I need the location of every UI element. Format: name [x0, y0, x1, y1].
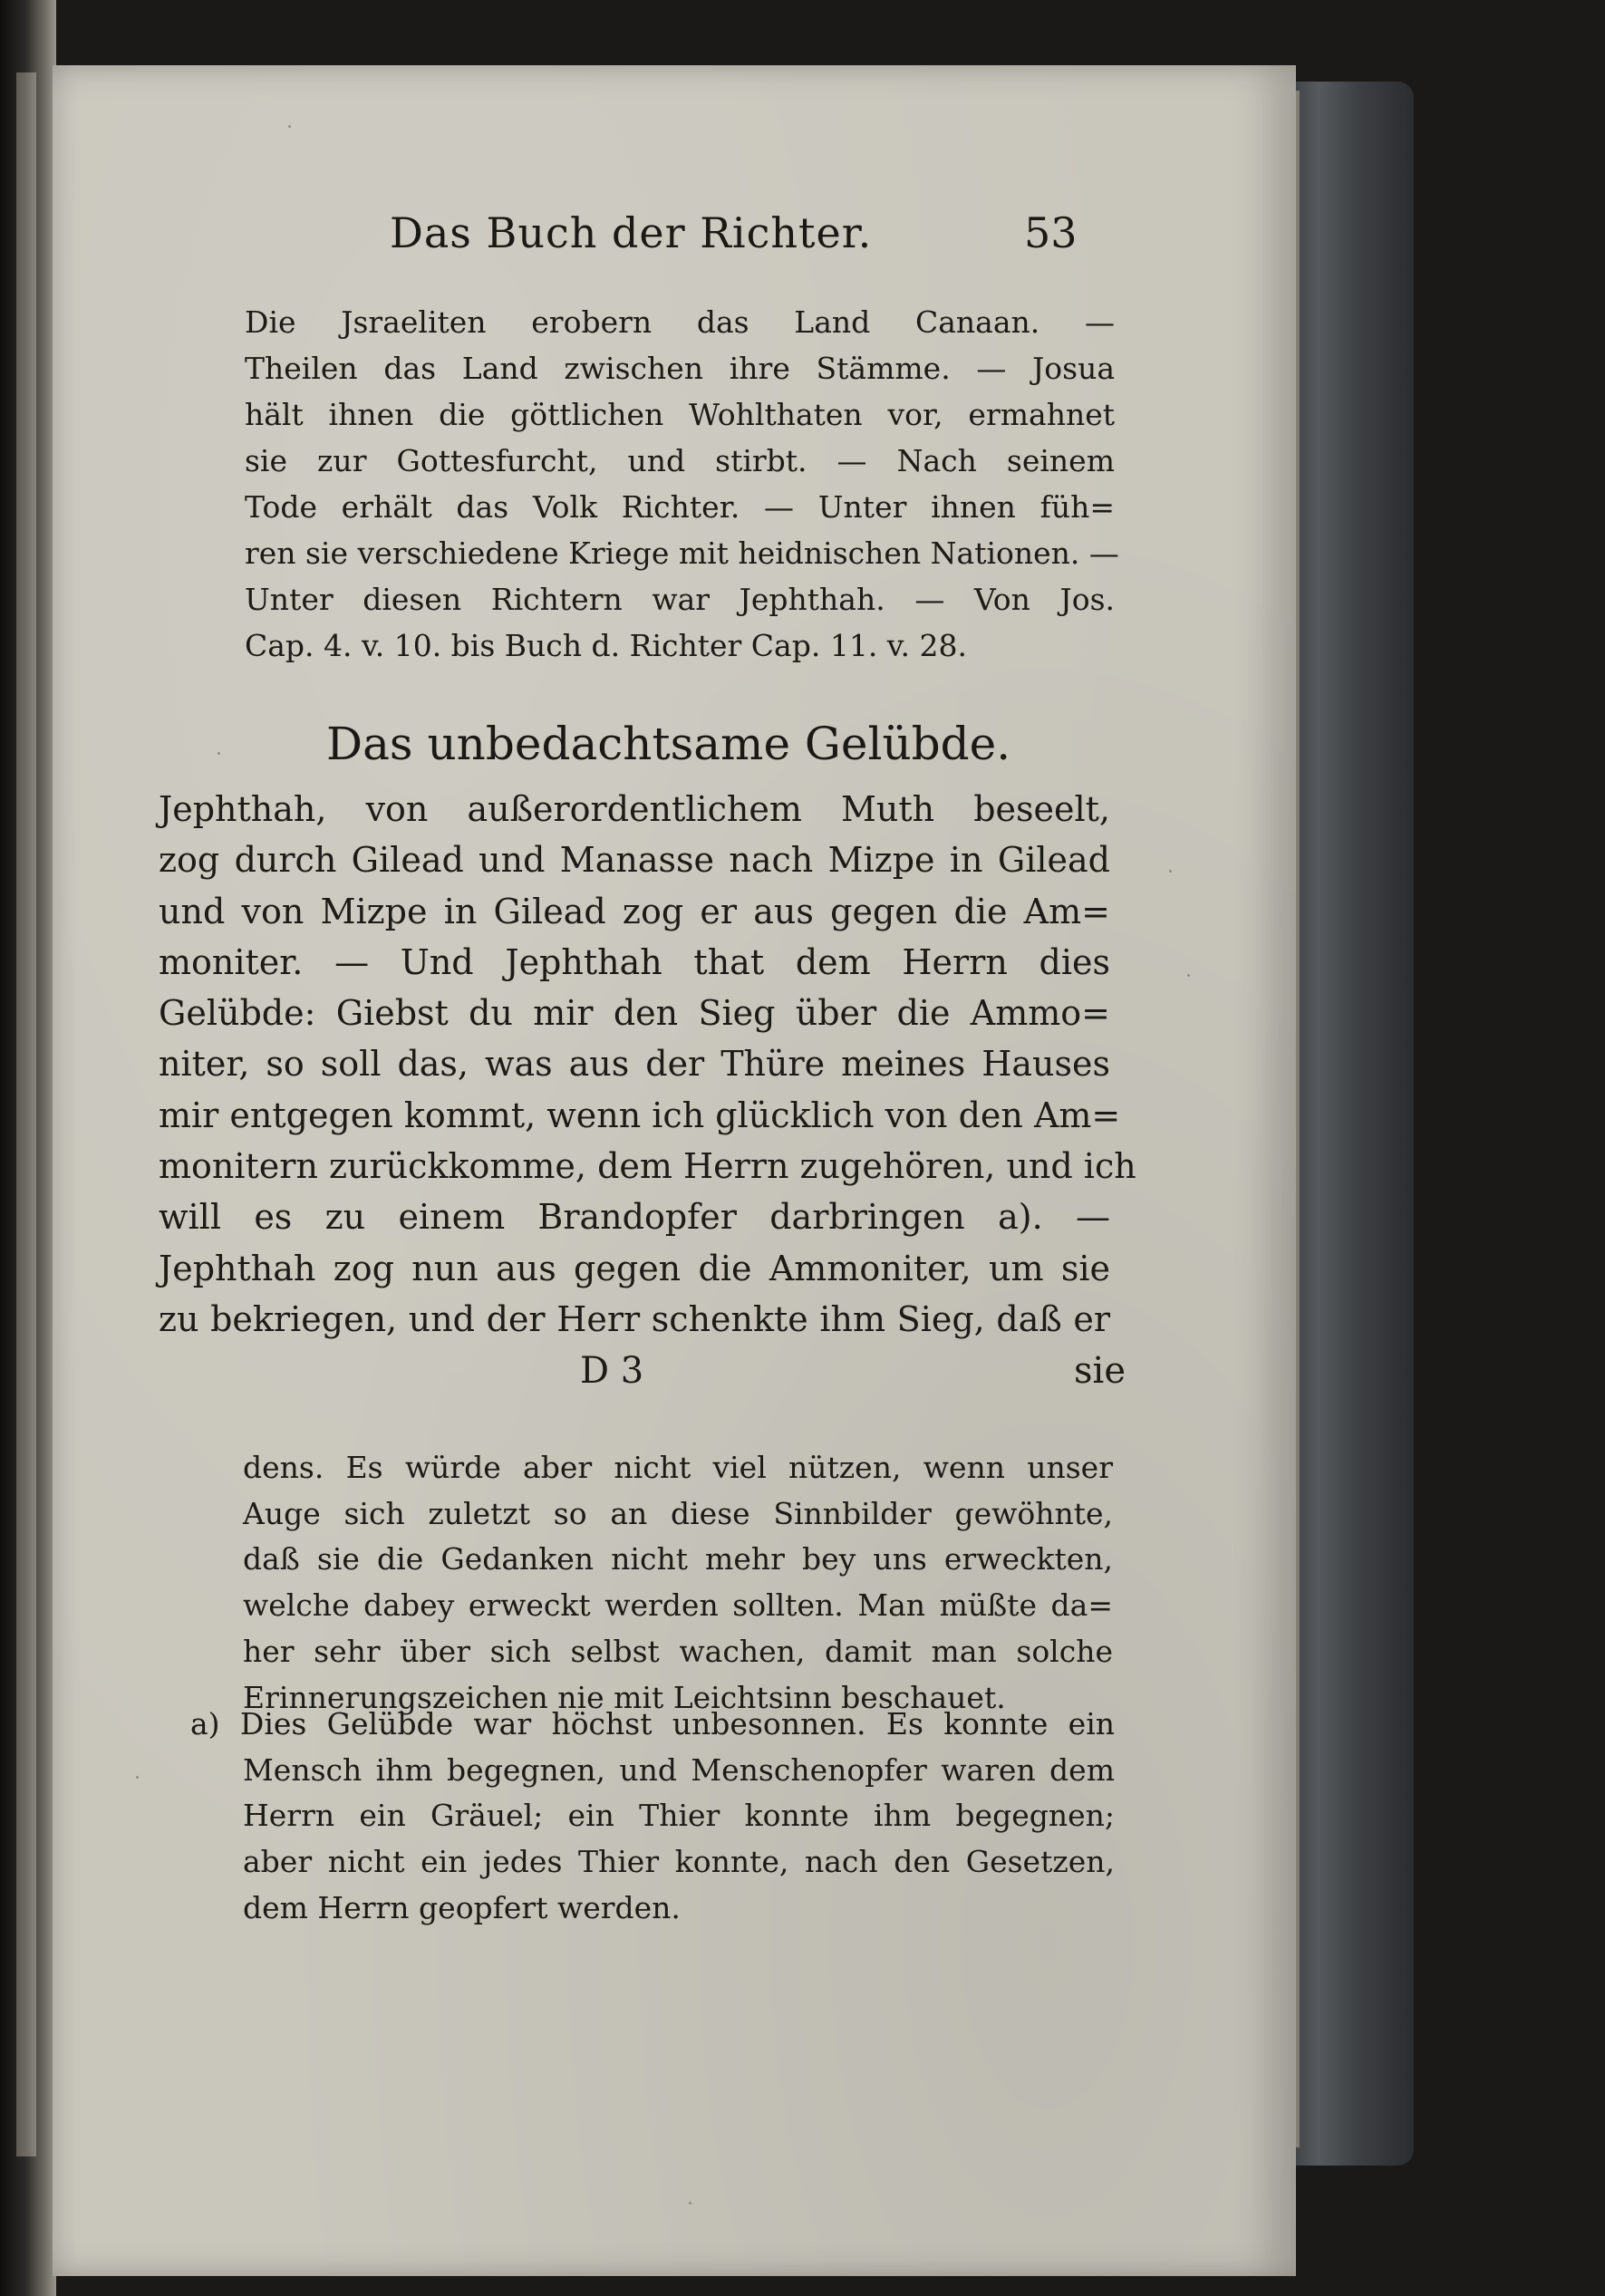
section-heading: Das unbedachtsame Gelübde.	[326, 718, 1011, 770]
continued-footnote-line: her sehr über sich selbst wachen, damit man solche	[243, 1633, 1113, 1669]
continued-footnote	[243, 1445, 1113, 1721]
summary-line: sie zur Gottesfurcht, und stirbt. — Nach seinem	[245, 443, 1115, 478]
paper-speck	[1187, 974, 1190, 977]
footnote-line: Herrn ein Gräuel; ein Thier konnte ihm begegnen;	[243, 1798, 1115, 1834]
main-text-line: will es zu einem Brandopfer darbringen a). —	[159, 1197, 1110, 1238]
running-head: Das Buch der Richter.	[390, 208, 873, 257]
signature-mark: D 3	[580, 1350, 644, 1392]
continued-footnote-line: dens. Es würde aber nicht viel nützen, wenn unser	[243, 1450, 1113, 1485]
paper-speck	[288, 125, 291, 128]
footnote-line: aber nicht ein jedes Thier konnte, nach den Gesetzen,	[243, 1844, 1115, 1880]
footnote-line: a) Dies Gelübde war höchst unbesonnen. Es konnte ein	[190, 1706, 1115, 1741]
page-number: 53	[1024, 208, 1078, 257]
chapter-summary	[245, 299, 1119, 669]
summary-line: Cap. 4. v. 10. bis Buch d. Richter Cap. 11. v. 28.	[245, 628, 967, 663]
main-text-line: niter, so soll das, was aus der Thüre meines Hauses	[159, 1044, 1110, 1085]
summary-line: hält ihnen die göttlichen Wohlthaten vor, ermahnet	[245, 397, 1115, 432]
footnote-line: Mensch ihm begegnen, und Menschenopfer waren dem	[243, 1751, 1115, 1788]
main-text-line: und von Mizpe in Gilead zog er aus gegen die Am=	[159, 891, 1110, 931]
summary-line: Theilen das Land zwischen ihre Stämme. — Josua	[245, 351, 1115, 386]
main-text-line: Gelübde: Giebst du mir den Sieg über die Ammo=	[159, 993, 1110, 1034]
footnote-a	[190, 1702, 1115, 1932]
main-text-line: zog durch Gilead und Manasse nach Mizpe in Gilead	[159, 840, 1110, 881]
main-text-line: Jephthah, von außerordentlichem Muth beseelt,	[159, 789, 1110, 829]
paper-speck	[136, 1776, 139, 1779]
main-text-line: Jephthah zog nun aus gegen die Ammoniter, um sie	[159, 1248, 1110, 1288]
continued-footnote-line: welche dabey erweckt werden sollten. Man müßte da=	[243, 1587, 1113, 1624]
summary-line: Tode erhält das Volk Richter. — Unter ihnen füh=	[245, 489, 1115, 525]
main-text-line: mir entgegen kommt, wenn ich glücklich von den Am=	[159, 1095, 1121, 1135]
footnote-line: dem Herrn geopfert werden.	[243, 1889, 681, 1925]
paper-speck	[689, 2202, 691, 2204]
main-text	[159, 784, 1136, 1345]
summary-line: ren sie verschiedene Kriege mit heidnischen Nationen. —	[245, 535, 1119, 571]
left-page-strip	[16, 72, 36, 2156]
continued-footnote-line: daß sie die Gedanken nicht mehr bey uns erweckten,	[243, 1541, 1113, 1577]
continued-footnote-line: Erinnerungszeichen nie mit Leichtsinn beschauet.	[243, 1679, 1006, 1715]
catchword: sie	[1074, 1350, 1126, 1392]
summary-line: Die Jsraeliten erobern das Land Canaan. —	[245, 304, 1115, 340]
main-text-line: zu bekriegen, und der Herr schenkte ihm Sieg, daß er	[159, 1298, 1110, 1339]
main-text-line: moniter. — Und Jephthah that dem Herrn dies	[159, 941, 1110, 982]
continued-footnote-line: Auge sich zuletzt so an diese Sinnbilder gewöhnte,	[243, 1495, 1113, 1531]
book-cover-edge	[1287, 82, 1414, 2166]
summary-line: Unter diesen Richtern war Jephthah. — Von Jos.	[245, 582, 1115, 617]
main-text-line: monitern zurückkomme, dem Herrn zugehören, und ich	[159, 1146, 1136, 1187]
paper-speck	[218, 752, 220, 755]
paper-speck	[1169, 870, 1172, 873]
